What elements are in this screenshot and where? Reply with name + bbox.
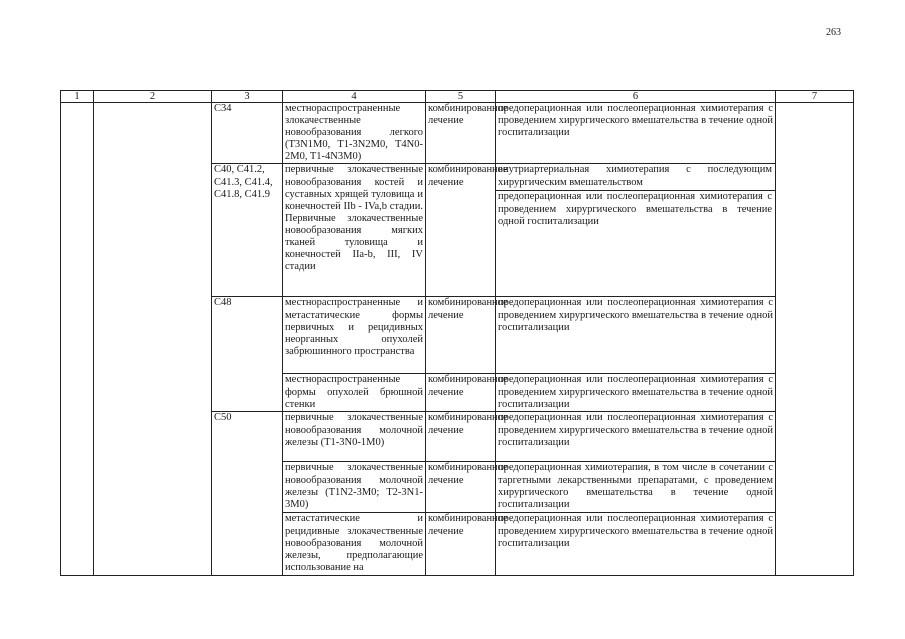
diagnosis-cell: местнораспространенные злокачественные новообразования легкого (T3N1M0, T1-3N2M0, T4N0-2M0, T1-4N3M0) [283, 103, 426, 164]
diagnosis-cell: местнораспространенные формы опухолей брюшной стенки [283, 374, 426, 412]
treatment-type-cell: комбинированное лечение [426, 513, 496, 576]
column-header: 1 [61, 91, 94, 103]
treatment-type-cell: комбинированное лечение [426, 297, 496, 374]
diagnosis-cell: метастатические и рецидивные злокачественные новообразования молочной железы, предполагающие использование на [283, 513, 426, 576]
diagnosis-cell: местнораспространенные и метастатические формы первичных и рецидивных неорганных опухолей забрюшинного пространства [283, 297, 426, 374]
column-header: 4 [283, 91, 426, 103]
page-number: 263 [826, 27, 841, 38]
code-cell: C48 [212, 297, 283, 412]
column-header: 2 [94, 91, 212, 103]
method-cell: предоперационная или послеоперационная химиотерапия с проведением хирургического вмешательства в течение одной госпитализации [496, 374, 776, 412]
code-cell: C50 [212, 412, 283, 576]
treatment-type-cell: комбинированное лечение [426, 103, 496, 164]
column-header: 5 [426, 91, 496, 103]
column-header: 6 [496, 91, 776, 103]
method-cell: предоперационная или послеоперационная химиотерапия с проведением хирургического вмешательства в течение одной госпитализации [498, 191, 772, 227]
method-cell: внутриартериальная химиотерапия с последующим хирургическим вмешательством [496, 164, 775, 191]
diagnosis-cell: первичные злокачественные новообразования молочной железы (T1-3N0-1M0) [283, 412, 426, 462]
column-header: 3 [212, 91, 283, 103]
treatment-table [60, 90, 854, 576]
method-cell: предоперационная или послеоперационная химиотерапия с проведением хирургического вмешательства в течение одной госпитализации [496, 103, 776, 164]
method-cell: предоперационная или послеоперационная химиотерапия с проведением хирургического вмешательства в течение одной госпитализации [496, 297, 776, 374]
code-cell: C40, C41.2, C41.3, C41.4, C41.8, C41.9 [212, 164, 283, 297]
treatment-type-cell: комбинированное лечение [426, 374, 496, 412]
treatment-type-cell: комбинированное лечение [426, 412, 496, 462]
column-header: 7 [776, 91, 854, 103]
cell-col7 [776, 103, 854, 576]
diagnosis-cell: первичные злокачественные новообразования костей и суставных хрящей туловища и конечностей IIb - IVa,b стадии. Первичные злокачественные новообразования мягких тканей туловища и конечностей IIa-b, III, IV стадии [283, 164, 426, 297]
code-cell: C34 [212, 103, 283, 164]
method-cell: предоперационная или послеоперационная химиотерапия с проведением хирургического вмешательства в течение одной госпитализации [496, 412, 776, 462]
table-row [61, 103, 854, 164]
diagnosis-cell: первичные злокачественные новообразования молочной железы (T1N2-3M0; T2-3N1-3M0) [283, 462, 426, 513]
method-cell: предоперационная или послеоперационная химиотерапия с проведением хирургического вмешательства в течение одной госпитализации [496, 513, 776, 576]
cell-col2 [94, 103, 212, 576]
column-number-row [61, 91, 854, 103]
method-cell: предоперационная химиотерапия, в том числе в сочетании с таргетными лекарственными препаратами, с проведением хирургического вмешательства в течение одной госпитализации [496, 462, 776, 513]
treatment-type-cell: комбинированное лечение [426, 164, 496, 297]
cell-col1 [61, 103, 94, 576]
treatment-type-cell: комбинированное лечение [426, 462, 496, 513]
